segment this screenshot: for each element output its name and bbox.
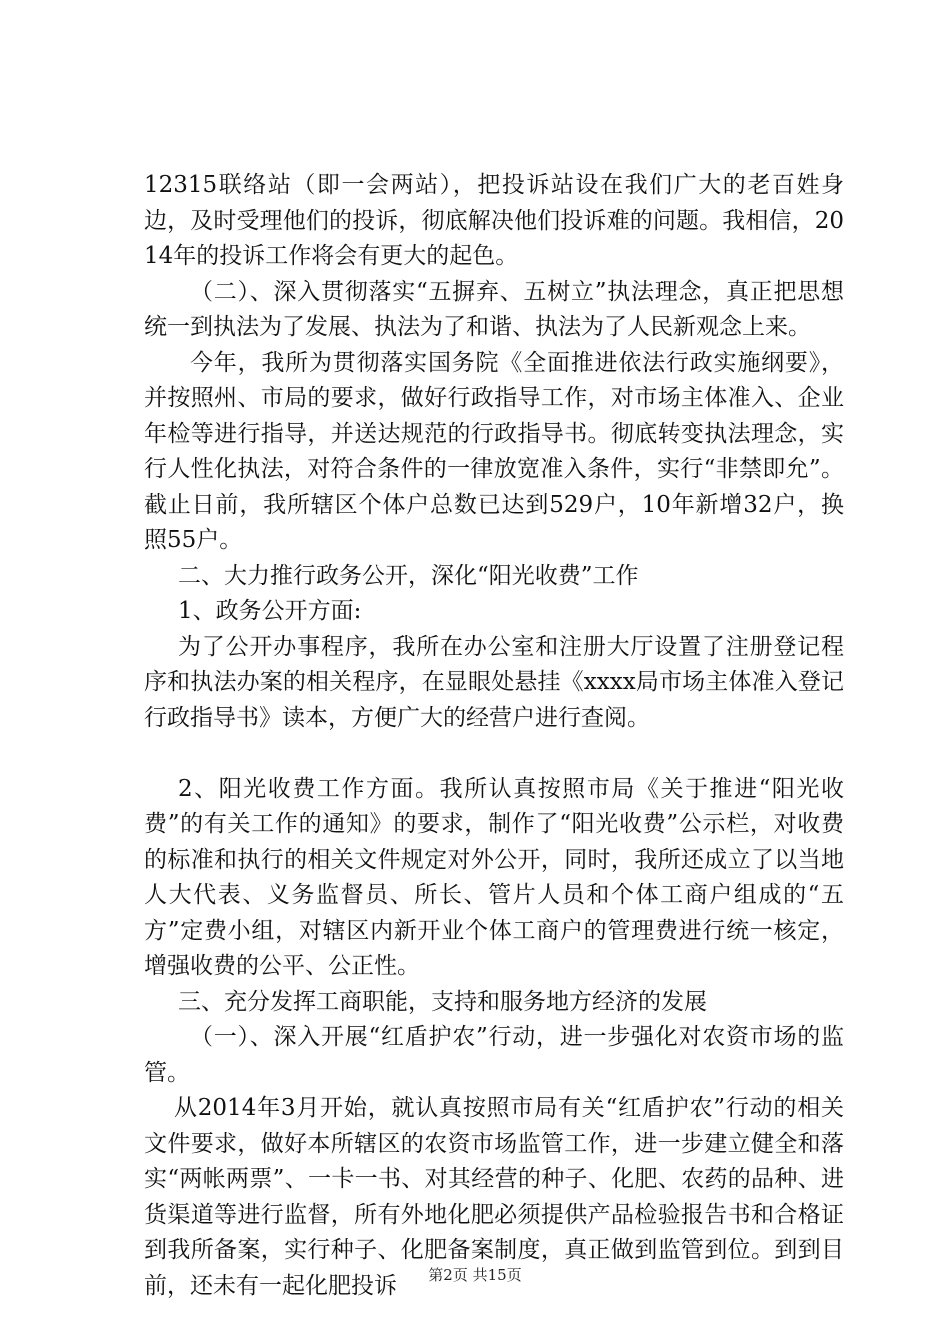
subheading-public-affairs: 1、政务公开方面: [178, 598, 362, 624]
paragraph-sunshine-fees: 2、阳光收费工作方面。我所认真按照市局《关于推进“阳光收费”的有关工作的通知》的要求，制作了“阳光收费”公示栏，对收费的标准和执行的相关文件规定对外公开，同时，我所还成立了以当地人大代表、义务监督员、所长、管片人员和个体工商户组成的“五方”定费小组，对辖区内新开业个体工商户的管理费进行统一核定，增强收费的公平、公正性。 [144, 775, 844, 979]
heading-government-transparency: 二、大力推行政务公开，深化“阳光收费”工作 [178, 562, 639, 589]
paragraph-law-enforcement-concept: （二）、深入贯彻落实“五摒弃、五树立”执法理念，真正把思想统一到执法为了发展、执法为了和谐、执法为了人民新观念上来。 [144, 278, 844, 340]
document-body [144, 168, 844, 1304]
page-number-footer: 第2页 共15页 [428, 1266, 522, 1284]
heading-local-economy: 三、充分发挥工商职能，支持和服务地方经济的发展 [178, 988, 707, 1015]
paragraph-hotline-station: 12315联络站（即一会两站），把投诉站设在我们广大的老百姓身边，及时受理他们的投诉，彻底解决他们投诉难的问题。我相信，2014年的投诉工作将会有更大的起色。 [144, 172, 844, 269]
blank-line [144, 736, 844, 772]
paragraph-public-procedures: 为了公开办事程序，我所在办公室和注册大厅设置了注册登记程序和执法办案的相关程序，在显眼处悬挂《xxxx局市场主体准入登记行政指导书》读本，方便广大的经营户进行查阅。 [144, 633, 844, 731]
subheading-red-shield: （一）、深入开展“红盾护农”行动，进一步强化对农资市场的监管。 [144, 1024, 844, 1086]
paragraph-agricultural-supervision: 从2014年3月开始，就认真按照市局有关“红盾护农”行动的相关文件要求，做好本所辖区的农资市场监管工作，进一步建立健全和落实“两帐两票”、一卡一书、对其经营的种子、化肥、农药的品种、进货渠道等进行监督，所有外地化肥必须提供产品检验报告书和合格证到我所备案，实行种子、化肥备案制度，真正做到监管到位。到到目前，还未有一起化肥投诉 [144, 1095, 844, 1299]
paragraph-administrative-guidance: 今年，我所为贯彻落实国务院《全面推进依法行政实施纲要》，并按照州、市局的要求，做好行政指导工作，对市场主体准入、企业年检等进行指导，并送达规范的行政指导书。彻底转变执法理念，实行人性化执法，对符合条件的一律放宽准入条件，实行“非禁即允”。截止日前，我所辖区个体户总数已达到529户，10年新增32户，换照55户。 [144, 349, 844, 553]
